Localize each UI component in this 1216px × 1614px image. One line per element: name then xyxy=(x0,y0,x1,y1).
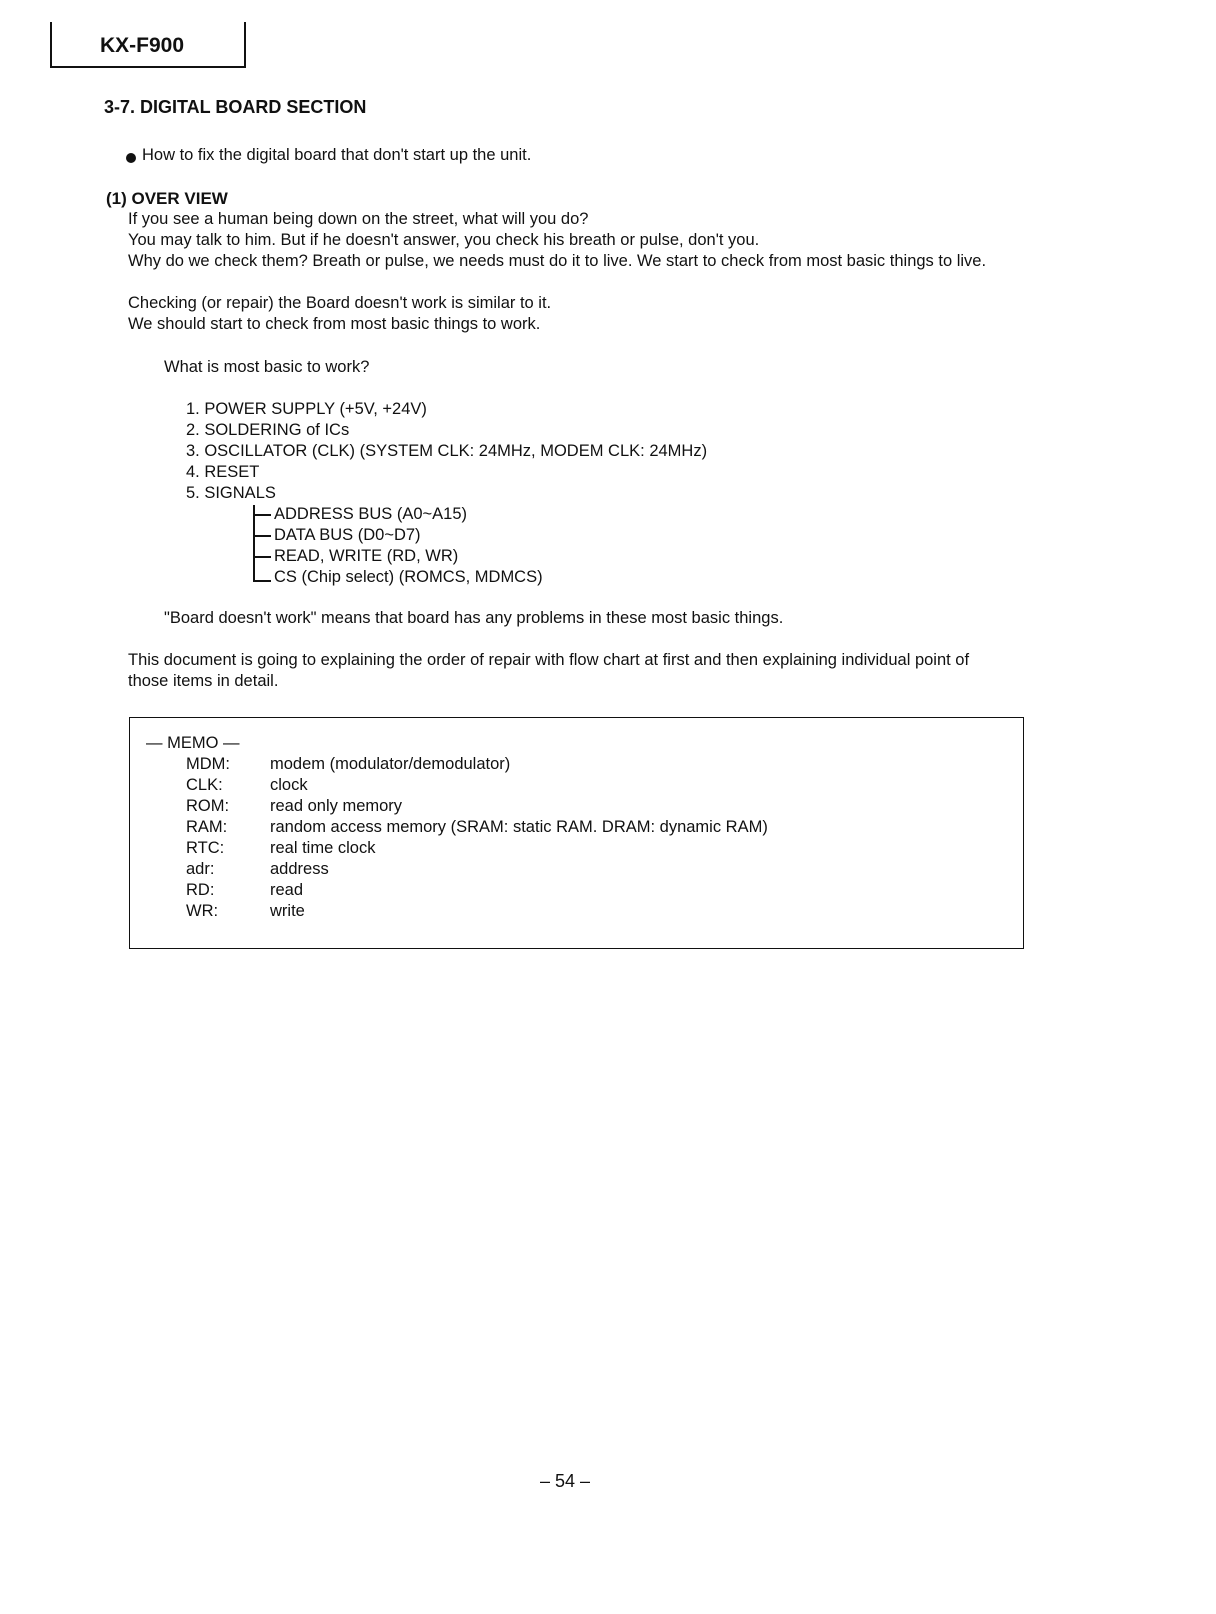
memo-def: read only memory xyxy=(270,797,403,815)
tree-branch xyxy=(253,514,271,516)
tree-connector-line xyxy=(253,505,255,582)
list-item: 5. SIGNALS xyxy=(186,484,276,502)
question-text: What is most basic to work? xyxy=(164,358,370,376)
quote-text: "Board doesn't work" means that board has any problems in these most basic things. xyxy=(164,609,784,627)
list-item: 4. RESET xyxy=(186,463,260,481)
paragraph-line: This document is going to explaining the order of repair with flow chart at first and then explaining individual point of xyxy=(128,651,970,669)
tree-branch xyxy=(253,535,271,537)
section-title: 3-7. DIGITAL BOARD SECTION xyxy=(104,97,367,117)
paragraph-line: those items in detail. xyxy=(128,672,279,690)
memo-abbr: RTC: xyxy=(186,839,225,857)
memo-abbr: RAM: xyxy=(186,818,228,836)
paragraph-line: We should start to check from most basic things to work. xyxy=(128,315,541,333)
paragraph-line: Checking (or repair) the Board doesn't work is similar to it. xyxy=(128,294,552,312)
bullet-text: How to fix the digital board that don't start up the unit. xyxy=(142,146,532,164)
memo-def: write xyxy=(270,902,305,920)
memo-def: read xyxy=(270,881,304,899)
memo-def: random access memory (SRAM: static RAM. DRAM: dynamic RAM) xyxy=(270,818,768,836)
memo-title: — MEMO — xyxy=(146,734,240,752)
signal-item: CS (Chip select) (ROMCS, MDMCS) xyxy=(274,568,543,586)
memo-abbr: RD: xyxy=(186,881,215,899)
signal-item: ADDRESS BUS (A0~A15) xyxy=(274,505,468,523)
list-item: 2. SOLDERING of ICs xyxy=(186,421,350,439)
memo-abbr: WR: xyxy=(186,902,219,920)
memo-abbr: MDM: xyxy=(186,755,230,773)
page-number: – 54 – xyxy=(540,1471,591,1491)
list-item: 1. POWER SUPPLY (+5V, +24V) xyxy=(186,400,427,418)
paragraph-line: Why do we check them? Breath or pulse, we needs must do it to live. We start to check from most basic things to live. xyxy=(128,252,987,270)
signal-item: DATA BUS (D0~D7) xyxy=(274,526,421,544)
memo-def: clock xyxy=(270,776,308,794)
memo-def: real time clock xyxy=(270,839,376,857)
tree-branch xyxy=(253,580,271,582)
memo-def: modem (modulator/demodulator) xyxy=(270,755,511,773)
paragraph-line: You may talk to him. But if he doesn't answer, you check his breath or pulse, don't you. xyxy=(128,231,760,249)
memo-def: address xyxy=(270,860,329,878)
paragraph-line: If you see a human being down on the street, what will you do? xyxy=(128,210,589,228)
memo-abbr: adr: xyxy=(186,860,215,878)
memo-abbr: ROM: xyxy=(186,797,230,815)
overview-heading: (1) OVER VIEW xyxy=(106,189,228,208)
model-label: KX-F900 xyxy=(100,34,185,57)
signal-item: READ, WRITE (RD, WR) xyxy=(274,547,459,565)
memo-abbr: CLK: xyxy=(186,776,223,794)
bullet-icon xyxy=(126,153,136,163)
tree-branch xyxy=(253,556,271,558)
list-item: 3. OSCILLATOR (CLK) (SYSTEM CLK: 24MHz, MODEM CLK: 24MHz) xyxy=(186,442,708,460)
